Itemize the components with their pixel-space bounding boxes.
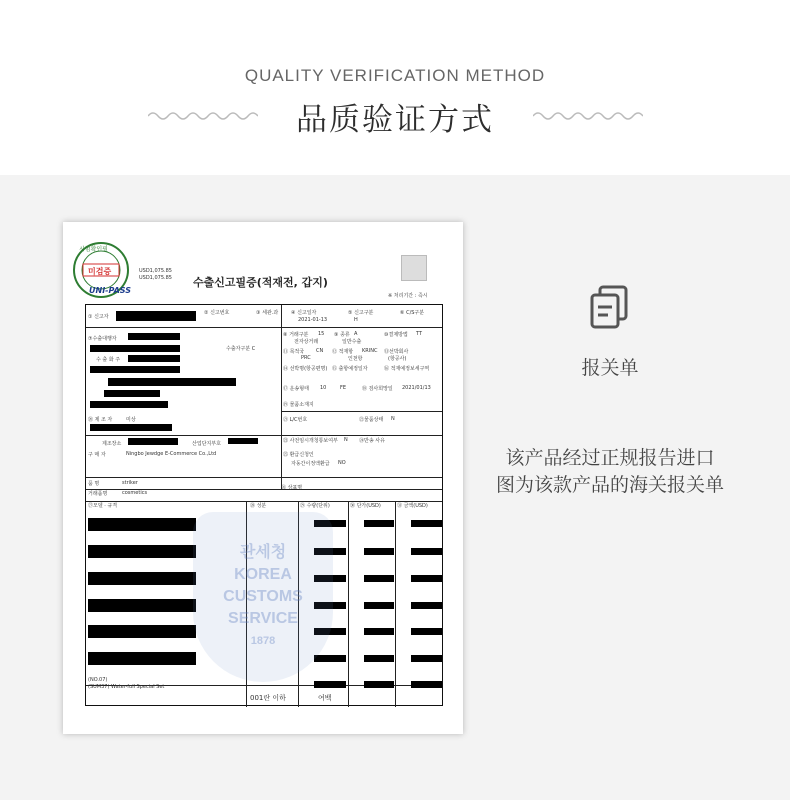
exporter-label: ⑦수출대행자 — [88, 336, 117, 342]
redacted-cell — [411, 681, 442, 688]
manufacturer-label: ⑳ 제 조 자 — [88, 417, 113, 423]
amount-line-1: USD1,075.85 — [139, 268, 172, 274]
section-title: 品质验证方式 — [296, 102, 494, 138]
redacted-cell — [314, 655, 346, 662]
item-name-value: striker — [122, 480, 138, 486]
redacted-cell — [411, 548, 442, 555]
item-name-label: 품 명 — [88, 481, 100, 487]
shipper-label: 수 출 화 주 — [96, 357, 121, 363]
transport-label: ⑰ 운송형태 — [283, 386, 309, 392]
item-number: (NO.07) — [88, 677, 108, 683]
unipass-logo: UNI-PASS — [89, 286, 132, 295]
inspection-date-label: ⑱ 검사희망일 — [362, 386, 393, 392]
category-label: ⑨ 종류 — [334, 332, 350, 338]
redacted-cell — [411, 520, 442, 527]
redacted-row — [88, 599, 196, 612]
redacted-cell — [411, 655, 442, 662]
redacted-cell — [364, 520, 394, 527]
transport-value-2: FE — [340, 385, 347, 391]
amount-header: ㉛ 금액(USD) — [397, 503, 428, 509]
auto-refund-value: NO — [338, 460, 346, 466]
description-line-2: 图为该款产品的海关报关单 — [495, 474, 724, 496]
auto-refund-label: 자동간이정액환급 — [291, 461, 330, 467]
processing-time: ※ 처리기간 : 즉시 — [388, 293, 428, 299]
payment-value: TT — [416, 331, 423, 337]
redacted-block — [128, 355, 180, 362]
redacted-block — [104, 390, 160, 397]
amount-line-2: USD1,075.85 — [139, 275, 172, 281]
redacted-cell — [364, 655, 394, 662]
barcode-image — [401, 255, 427, 281]
redacted-cell — [314, 681, 346, 688]
declaration-no-label: ② 신고번호 — [204, 310, 230, 316]
category-desc: 일반수출 — [342, 339, 362, 345]
return-label: ㉔반송 사유 — [359, 438, 385, 444]
redacted-cell — [364, 548, 394, 555]
export-declaration-document — [63, 222, 463, 734]
redacted-block — [90, 345, 180, 352]
redacted-cell — [364, 602, 394, 609]
refund-applicant-label: ㉕ 환급신청인 — [283, 452, 314, 458]
ship-company-label: ⑬선박회사 — [384, 349, 409, 355]
loading-port-name: 인천항 — [348, 356, 363, 362]
pre-notice-value: N — [344, 437, 348, 443]
redacted-block — [90, 401, 168, 408]
cs-type-label: ⑥ C/S구분 — [400, 310, 425, 316]
declarant-label: ① 신고자 — [88, 314, 109, 320]
goods-status-value: N — [391, 416, 395, 422]
redacted-block — [108, 378, 236, 386]
departure-date-label: ⑮ 출항예정일자 — [332, 366, 368, 372]
pre-notice-label: ㉓ 사전임시개청통보여부 — [283, 438, 338, 444]
redacted-block — [128, 333, 180, 340]
redacted-block — [90, 424, 172, 431]
seal-text: 시험확인필 — [79, 246, 108, 253]
footer-left-text: 001란 이하 — [250, 694, 286, 702]
item-description: (SUM37) Water-full Special Set — [88, 684, 165, 690]
brand-label: ㉖ 상표명 — [281, 485, 303, 491]
transport-value: 10 — [320, 385, 327, 391]
goods-status-label: ㉒물품상태 — [359, 417, 384, 423]
destination-label: ⑪ 목적국 — [283, 349, 305, 355]
redacted-cell — [364, 575, 394, 582]
redacted-block — [90, 366, 180, 373]
lc-no-label: ㉑ L/C번호 — [283, 417, 308, 423]
industrial-code-label: 산업단지부호 — [192, 441, 221, 447]
redacted-cell — [364, 628, 394, 635]
goods-location-label: ⑲ 물품소재지 — [283, 402, 314, 408]
category-value: A — [354, 331, 358, 337]
trade-type-value: 15 — [318, 331, 325, 337]
composition-header: ㉘ 성분 — [250, 503, 267, 509]
customs-service-watermark: 관세청 KOREA CUSTOMS SERVICE 1878 — [193, 512, 333, 682]
customs-form-label: 报关单 — [581, 357, 639, 379]
bonded-area-label: ⑯ 적재예정보세구역 — [384, 366, 430, 372]
destination-country: PRC — [301, 355, 311, 361]
seal-mark: 미검증 — [88, 267, 112, 276]
declaration-date-value: 2021-01-13 — [298, 317, 328, 323]
trade-type-desc: 전자상거래 — [294, 339, 319, 345]
vessel-label: ⑭ 선박명(항공편명) — [283, 366, 328, 372]
inspection-date-value: 2021/01/13 — [402, 385, 431, 391]
redacted-row — [88, 625, 196, 638]
buyer-value: Ningbo Jewdge E-Commerce Co.,Ltd — [126, 451, 217, 457]
trade-name-label: 거래품명 — [88, 491, 108, 497]
footer-right-text: 여백 — [318, 694, 332, 702]
declaration-type-label: ⑤ 신고구분 — [348, 310, 374, 316]
declaration-type-value: H — [354, 317, 358, 323]
declaration-date-label: ④ 신고일자 — [291, 310, 317, 316]
destination-value: CN — [316, 348, 324, 354]
description-line-1: 该产品经过正规报告进口 — [505, 447, 715, 469]
loading-port-value: KRINC — [362, 348, 378, 354]
buyer-label: 구 매 자 — [88, 452, 106, 458]
document-icon — [588, 285, 630, 331]
header-section — [0, 0, 790, 175]
product-description — [470, 445, 750, 499]
factory-label: 제조장소 — [102, 441, 122, 447]
customs-label: ③ 세관.과 — [256, 310, 279, 316]
quantity-header: ㉙ 수량(단위) — [300, 503, 330, 509]
loading-port-label: ⑫ 적재항 — [332, 349, 354, 355]
redacted-cell — [411, 602, 442, 609]
document-title: 수출신고필증(적재전, 갑지) — [193, 276, 328, 289]
section-subtitle: QUALITY VERIFICATION METHOD — [244, 66, 546, 85]
redacted-block — [128, 438, 178, 445]
redacted-cell — [364, 681, 394, 688]
trade-name-value: cosmetics — [122, 490, 148, 496]
trade-type-label: ⑧ 거래구분 — [283, 332, 309, 338]
exporter-type: 수출자구분 C — [226, 346, 256, 352]
redacted-row — [88, 545, 196, 558]
model-header: ㉗모델 · 규격 — [88, 503, 118, 509]
manufacturer-value: 미상 — [126, 417, 136, 423]
redacted-block — [228, 438, 258, 444]
right-wave-decoration — [533, 110, 643, 122]
redacted-cell — [411, 575, 442, 582]
redacted-row — [88, 572, 196, 585]
payment-label: ⑩결제방법 — [384, 332, 408, 338]
redacted-declarant — [116, 311, 196, 321]
redacted-cell — [411, 628, 442, 635]
redacted-row — [88, 518, 196, 531]
unit-price-header: ㉚ 단가(USD) — [350, 503, 381, 509]
redacted-row — [88, 652, 196, 665]
ship-company-desc: (항공사) — [388, 356, 407, 362]
